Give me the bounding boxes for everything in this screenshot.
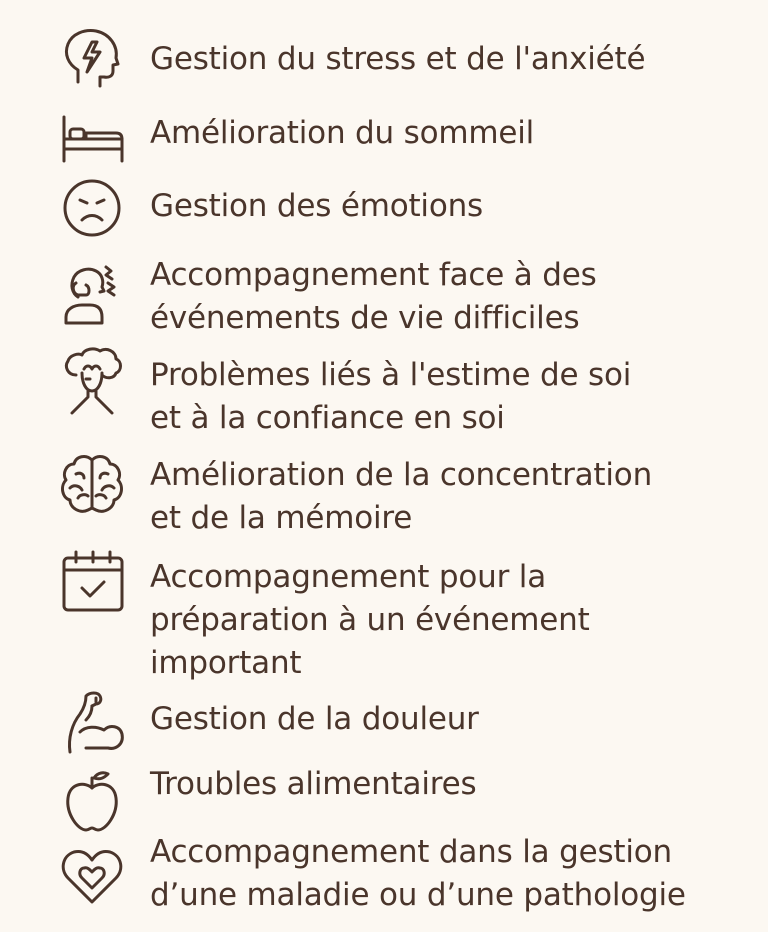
distressed-person-icon: [56, 257, 128, 329]
list-item-label: Gestion des émotions: [150, 188, 484, 224]
bed-icon: [56, 103, 128, 175]
sad-face-icon: [56, 172, 128, 244]
list-item-label: Troubles alimentaires: [150, 766, 477, 802]
list-item-label: Accompagnement dans la gestion d’une maladie ou d’une pathologie: [150, 834, 686, 913]
brain-icon: [56, 448, 128, 520]
list-item-label: Accompagnement face à des événements de vie difficiles: [150, 257, 597, 336]
flexed-arm-icon: [56, 686, 128, 758]
head-lightning-icon: [56, 24, 128, 96]
list-item-label: Gestion de la douleur: [150, 701, 479, 737]
list-item-label: Problèmes liés à l'estime de soi et à la confiance en soi: [150, 357, 632, 436]
list-item-label: Amélioration du sommeil: [150, 115, 535, 151]
heart-icon: [56, 838, 128, 910]
list-item-label: Amélioration de la concentration et de la mémoire: [150, 457, 653, 536]
calendar-check-icon: [56, 544, 128, 616]
list-item-label: Accompagnement pour la préparation à un événement important: [150, 559, 590, 681]
apple-icon: [56, 764, 128, 836]
list-item-label: Gestion du stress et de l'anxiété: [150, 41, 646, 77]
thinking-person-icon: [56, 345, 128, 417]
